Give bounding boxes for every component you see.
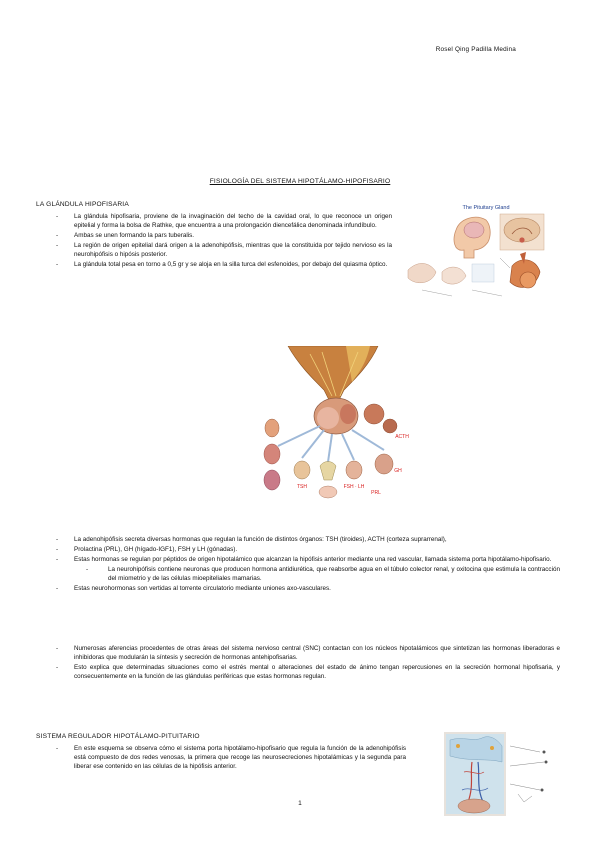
section-afferents-list [56, 645, 560, 682]
list-item: - Estas hormonas se regulan por péptidos de origen hipotalámico que alcanzan la hipófisis anterior mediante una red vascular, llamada sistema porta hipotálamo-hipofisario. [56, 556, 560, 565]
list-item: - La región de origen epitelial dará origen a la adenohipófisis, mientras que la constituida por tejido nervioso es la neurohipófisis o hipósis posterior. [56, 242, 392, 260]
list-item: - En este esquema se observa cómo el sistema porta hipotálamo-hipofisario que regula la función de la adenohipófisis está compuesto de dos redes venosas, la primera que recoge las neurosecreciones hipotalámicas y la segunda para liberar ese contenido en las células de la hipófisis anterior. [56, 745, 406, 772]
list-item: - La adenohipófisis secreta diversas hormonas que regulan la función de distintos órganos: TSH (tiroides), ACTH (corteza suprarrenal), [56, 536, 560, 545]
document-title: FISIOLOGÍA DEL SISTEMA HIPOTÁLAMO-HIPOFISARIO [209, 178, 391, 185]
label-prl: PRL [371, 490, 381, 496]
list-item: - Ambas se unen formando la pars tuberalis. [56, 232, 392, 241]
author-name: Rosel Qing Padilla Medina [435, 46, 516, 53]
section-hormones-list [56, 536, 560, 593]
page-number: 1 [298, 800, 302, 807]
list-item: - Esto explica que determinadas situaciones como el estrés mental o alteraciones del estado de ánimo tengan repercusiones en la secreción hormonal hipofisaria, y consecuentemente en la función de las glándulas periféricas que estas hormonas regulan. [56, 664, 560, 682]
section-heading-gland: LA GLÁNDULA HIPOFISARIA [36, 201, 129, 208]
figure-caption: The Pituitary Gland [462, 205, 510, 211]
sub-list-item: - La neurohipófisis contiene neuronas que producen hormona antidiurética, que reabsorbe agua en el túbulo colector renal, y oxitocina que estimula la contracción del miometrio y de las células mioepiteliales mamarias. [86, 566, 560, 584]
section-gland-list [56, 213, 392, 269]
label-tsh: TSH [297, 484, 307, 490]
label-acth: ACTH [395, 434, 409, 440]
list-item: - Estas neurohormonas son vertidas al torrente circulatorio mediante uniones axo-vasculares. [56, 585, 560, 594]
list-item: - La glándula total pesa en torno a 0,5 gr y se aloja en la silla turca del esfenoides, por debajo del quiasma óptico. [56, 261, 392, 270]
hormone-targets-figure [258, 346, 414, 500]
pituitary-gland-figure [402, 200, 552, 306]
label-gh: GH [394, 468, 402, 474]
section-heading-regulator: SISTEMA REGULADOR HIPOTÁLAMO-PITUITARIO [36, 733, 200, 740]
list-item: - La glándula hipofisaria, proviene de la invaginación del techo de la cavidad oral, lo que reconoce un origen epitelial y forma la bolsa de Rathke, que encuentra a una prolongación diencefálica denominada infundíbulo. [56, 213, 392, 231]
label-fsh-lh: FSH · LH [343, 484, 365, 490]
list-item: - Numerosas aferencias procedentes de otras áreas del sistema nervioso central (SNC) contactan con los núcleos hipotalámicos que sintetizan las hormonas liberadoras e inhibidoras que modularán la síntesis y secreción de hormonas antehipofisarias. [56, 645, 560, 663]
section-regulator-list [56, 745, 406, 772]
list-item: - Prolactina (PRL), GH (hígado-IGF1), FSH y LH (gónadas). [56, 546, 560, 555]
